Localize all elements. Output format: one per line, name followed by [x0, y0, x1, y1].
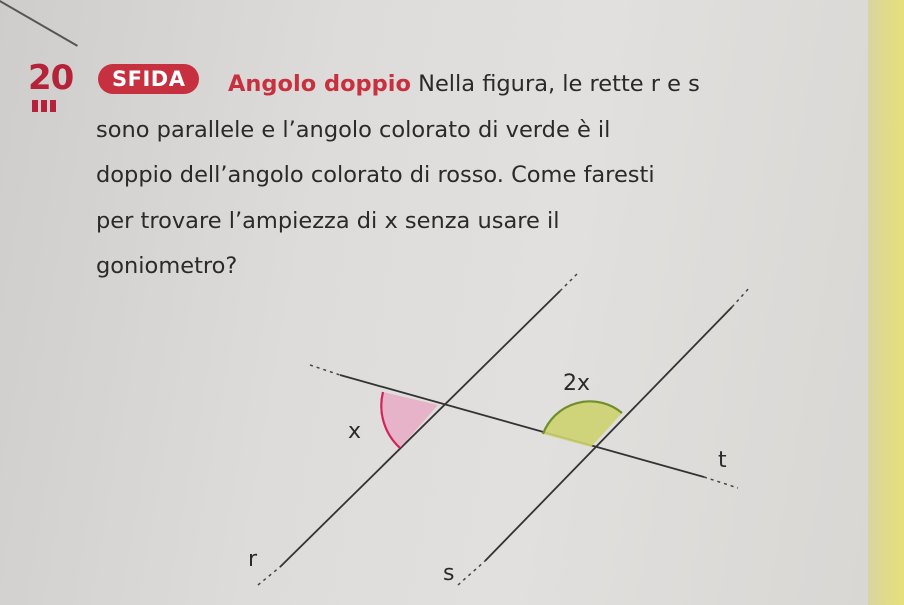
exercise-title: Angolo doppio	[228, 71, 411, 97]
line-s	[485, 307, 732, 561]
exercise-number: 20	[28, 58, 74, 98]
line-t-dashed-end	[704, 477, 738, 488]
line-t-dashed-end	[310, 365, 340, 375]
angle-2x-fill	[543, 401, 622, 447]
label-2x: 2x	[563, 371, 591, 396]
label-r: r	[248, 547, 258, 572]
exercise-text-5: goniometro?	[96, 253, 238, 279]
label-t: t	[718, 448, 727, 473]
challenge-badge: SFIDA	[98, 64, 199, 94]
exercise-text-2: sono parallele e l’angolo colorato di verde è il	[96, 116, 611, 143]
label-s: s	[443, 561, 455, 586]
exercise-text-3: doppio dell’angolo colorato di rosso. Come faresti	[96, 162, 655, 188]
exercise-text-4: per trovare l’ampiezza di x senza usare il	[96, 207, 560, 234]
label-x: x	[348, 419, 362, 444]
exercise-text-1: Nella figura, le rette r e s	[418, 71, 700, 97]
line-s-dashed-end	[458, 561, 485, 585]
line-s-dashed-end	[732, 287, 750, 307]
line-r-dashed-end	[258, 567, 280, 585]
line-r-dashed-end	[560, 273, 578, 291]
line-r	[280, 291, 560, 567]
